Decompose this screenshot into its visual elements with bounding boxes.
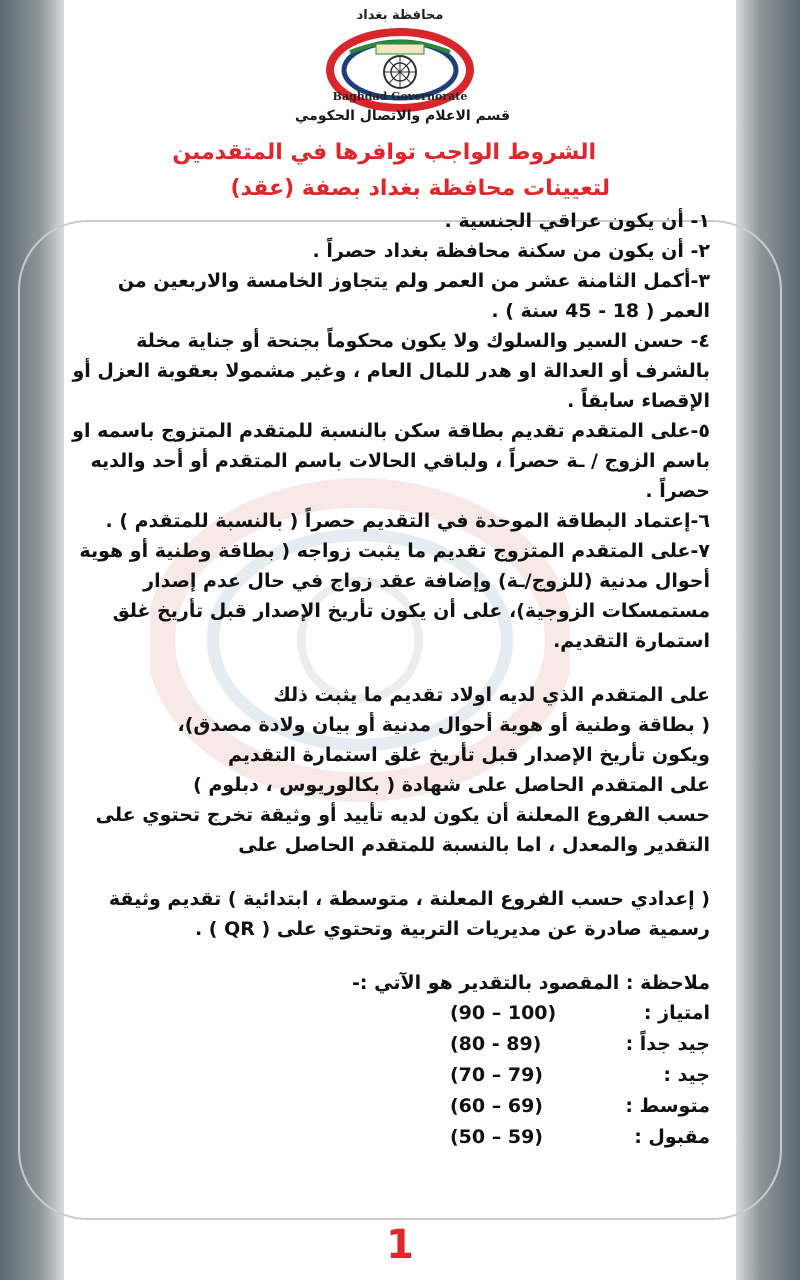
grade-row	[70, 998, 710, 1029]
grade-row	[70, 1029, 710, 1060]
document-body	[70, 206, 710, 1153]
condition-2: ٢- أن يكون من سكنة محافظة بغداد حصراً .	[312, 240, 710, 262]
grade-row	[70, 1060, 710, 1091]
children-note-line: ( بطاقة وطنية أو هوية أحوال مدنية أو بيان ولادة مصدق)،	[177, 714, 710, 736]
title-line-1: الشروط الواجب توافرها في المتقدمين	[172, 140, 596, 165]
department-name: قسم الاعلام والاتصال الحكومي	[295, 108, 510, 124]
children-note-line: على المتقدم الذي لديه اولاد تقديم ما يثبت ذلك	[273, 684, 710, 706]
condition-1: ١- أن يكون عراقي الجنسية .	[444, 210, 710, 232]
grade-range: (70 – 79)	[450, 1064, 543, 1086]
grade-range: (90 – 100)	[450, 1002, 557, 1024]
children-note-line: حسب الفروع المعلنة أن يكون لديه تأييد أو وثيقة تخرج تحتوي على التقدير والمعدل ، اما بالنسبة للمتقدم الحاصل على	[95, 804, 710, 856]
grade-row	[70, 1122, 710, 1153]
grade-name: امتياز :	[643, 1002, 710, 1024]
condition-6: ٦-إعتماد البطاقة الموحدة في التقديم حصراً ( بالنسبة للمتقدم ) .	[105, 510, 710, 532]
condition-4: ٤- حسن السير والسلوك ولا يكون محكوماً بجنحة أو جناية مخلة بالشرف أو العدالة او هدر للمال العام ، وغير مشمولا بعقوبة العزل أو الإقصاء سابقاً .	[72, 330, 710, 412]
grade-name: مقبول :	[634, 1126, 710, 1148]
grade-name: متوسط :	[625, 1095, 710, 1117]
grade-name: جيد :	[663, 1064, 710, 1086]
children-note-line: على المتقدم الحاصل على شهادة ( بكالوريوس ، دبلوم )	[193, 774, 710, 796]
condition-5: ٥-على المتقدم تقديم بطاقة سكن بالنسبة للمتقدم المتزوج باسمه او باسم الزوج / ـة حصراً ، ولباقي الحالات باسم المتقدم أو أحد والديه حصراً .	[72, 420, 710, 502]
grades-list	[70, 998, 710, 1153]
grade-row	[70, 1091, 710, 1122]
grade-range: (60 – 69)	[450, 1095, 543, 1117]
logo-english-text: Baghdad Governorate	[332, 90, 468, 103]
grade-name: جيد جداً :	[625, 1033, 710, 1055]
title-line-2: لتعيينات محافظة بغداد بصفة (عقد)	[230, 176, 610, 201]
condition-7: ٧-على المتقدم المتزوج تقديم ما يثبت زواجه ( بطاقة وطنية أو هوية أحوال مدنية (للزوج/ـة) وإضافة عقد زواج في حال عدم إصدار مستمسكات الزوجية)، على أن يكون تأريخ الإصدار قبل تأريخ غلق استمارة التقديم.	[79, 540, 710, 652]
page-number: 1	[386, 1222, 414, 1268]
condition-3: ٣-أكمل الثامنة عشر من العمر ولم يتجاوز الخامسة والاربعين من العمر ( 18 - 45 سنة ) .	[117, 270, 710, 322]
grade-range: (80 - 89)	[450, 1033, 542, 1055]
logo-arabic-text: محافظة بغداد	[356, 8, 444, 23]
grade-range: (50 – 59)	[450, 1126, 543, 1148]
grades-title: ملاحظة : المقصود بالتقدير هو الآتي :-	[352, 972, 710, 994]
baghdad-governorate-logo-icon	[320, 10, 480, 120]
school-note: ( إعدادي حسب الفروع المعلنة ، متوسطة ، ابتدائية ) تقديم وثيقة رسمية صادرة عن مديريات التربية وتحتوي على ( QR ) .	[108, 888, 710, 940]
children-note-line: ويكون تأريخ الإصدار قبل تأريخ غلق استمارة التقديم	[227, 744, 710, 766]
